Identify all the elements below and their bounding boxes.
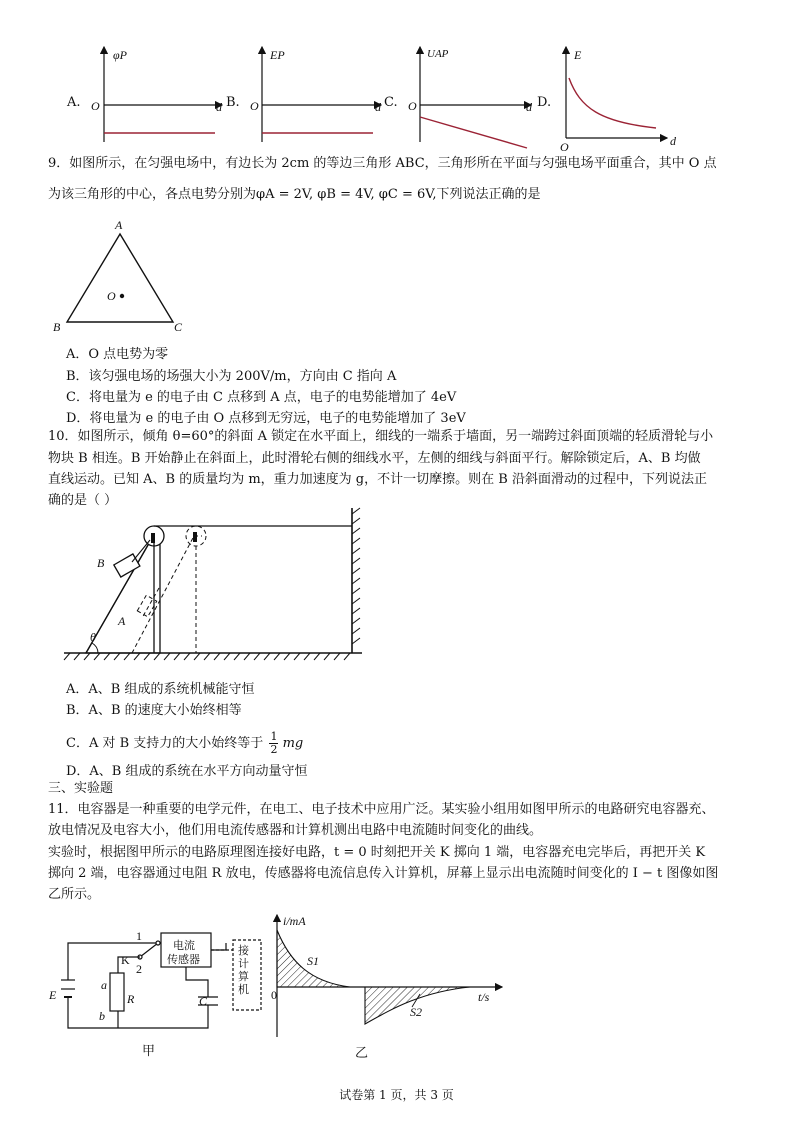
q9-triangle: [67, 234, 173, 322]
q11-line4: 掷向 2 端，电容器通过电阻 R 放电，传感器将电流信息传入计算机，屏幕上显示出电流随时间变化的 I − t 图像如图: [48, 866, 719, 881]
q10-incline-figure: [64, 508, 384, 668]
q10-stem-line3: 直线运动。已知 A、B 的质量均为 m，重力加速度为 g，不计一切摩擦。则在 B 沿斜面滑动的过程中，下列说法正: [48, 472, 707, 487]
circuit-label-1: 1: [136, 929, 142, 943]
computer-char-3: 算: [238, 971, 249, 983]
graph-d-yaxis-label: E: [574, 48, 582, 62]
graph-d-xaxis-label: d: [670, 134, 676, 148]
q9-option-b: B．该匀强电场的场强大小为 200V/m，方向由 C 指向 A: [66, 369, 397, 384]
q9-triangle-figure: [60, 220, 200, 330]
graph-d-curve: [569, 78, 656, 128]
graphs-svg: [0, 0, 793, 150]
circuit-label-a: a: [101, 978, 107, 992]
graph-c-curve: [420, 117, 527, 148]
q10-option-c: C．A 对 B 支持力的大小始终等于: [66, 736, 264, 751]
sensor-label-line2: 传感器: [167, 954, 200, 966]
circuit-label-2: 2: [136, 962, 142, 976]
q10-stem-line2: 物块 B 相连。B 开始静止在斜面上，此时滑轮右侧的细线水平，左侧的细线与斜面平行。解除锁定后，A、B 均做: [48, 451, 701, 466]
circuit-caption: 甲: [142, 1044, 156, 1059]
current-time-graph: [270, 912, 510, 1042]
computer-char-2: 计: [238, 958, 249, 970]
q10-option-c-row: [66, 731, 303, 756]
graph-c: [420, 47, 531, 148]
graph-a-origin: O: [91, 99, 100, 113]
q10-label-a: A: [118, 614, 126, 628]
graph-yaxis-label: i/mA: [283, 914, 306, 928]
incline-displaced: [132, 526, 206, 653]
section-3-heading: 三、实验题: [48, 781, 114, 796]
circuit-label-r: R: [127, 992, 135, 1006]
sensor-label-line1: 电流: [173, 940, 195, 952]
q9-option-c: C．将电量为 e 的电子由 C 点移到 A 点，电子的电势能增加了 4eV: [66, 390, 457, 405]
fraction-numerator: 1: [270, 730, 278, 743]
circuit-label-c: C: [199, 994, 208, 1008]
q9-center-point: [120, 294, 124, 298]
fraction-denominator: 2: [270, 743, 278, 756]
q10-label-theta: θ: [90, 630, 96, 644]
graph-b-origin: O: [250, 99, 259, 113]
graph-a-xaxis-label: d: [216, 100, 222, 114]
circuit-label-b: b: [99, 1009, 105, 1023]
graph-c-origin: O: [408, 99, 417, 113]
circuit-label-k: K: [121, 953, 130, 967]
q10-stem-line4: 确的是（ ）: [48, 493, 118, 508]
graph-c-yaxis-label: UAP: [427, 48, 449, 60]
graph-label-s1: S1: [307, 954, 319, 968]
graph-c-xaxis-label: d: [526, 100, 532, 114]
q10-option-b: B．A、B 的速度大小始终相等: [66, 703, 242, 718]
q9-stem-line2: 为该三角形的中心，各点电势分别为φA = 2V, φB = 4V, φC = 6V,下列说法正确的是: [48, 187, 541, 202]
ground-hatch: [64, 653, 350, 660]
q9-stem-line1: 9．如图所示，在匀强电场中，有边长为 2cm 的等边三角形 ABC，三角形所在平面与匀强电场平面重合，其中 O 点: [48, 156, 717, 171]
graph-xaxis-label: t/s: [478, 990, 490, 1004]
page-footer: 试卷第 1 页，共 3 页: [339, 1088, 454, 1102]
graph-b-option: B.: [226, 95, 240, 110]
q11-line5: 乙所示。: [48, 887, 101, 902]
computer-label: [238, 945, 249, 997]
graph-b-xaxis-label: d: [375, 100, 381, 114]
graph-b-yaxis-label: EP: [270, 48, 285, 62]
q9-label-a: A: [115, 218, 123, 232]
q9-label-c: C: [174, 320, 183, 334]
graph-a-yaxis-label: φP: [113, 48, 127, 62]
graph-d-option: D.: [537, 95, 552, 110]
q10-label-b: B: [97, 556, 105, 570]
q11-line3: 实验时，根据图甲所示的电路原理图连接好电路，t = 0 时刻把开关 K 掷向 1 端，电容器充电完毕后，再把开关 K: [48, 845, 706, 860]
q10-option-d: D．A、B 组成的系统在水平方向动量守恒: [66, 764, 308, 779]
q11-line1: 11．电容器是一种重要的电学元件，在电工、电子技术中应用广泛。某实验小组用如图甲所示的电路研究电容器充、: [48, 802, 715, 817]
graph-d-origin: O: [560, 140, 569, 154]
wall-hatch: [352, 508, 360, 644]
q10-option-c-fraction: [269, 731, 278, 756]
q11-line2: 放电情况及电容大小，他们用电流传感器和计算机测出电路中电流随时间变化的曲线。: [48, 823, 543, 838]
q10-option-a: A．A、B 组成的系统机械能守恒: [66, 682, 255, 697]
fraction-tail: mg: [282, 736, 304, 751]
q9-label-b: B: [53, 320, 61, 334]
graph-c-option: C.: [384, 95, 398, 110]
q9-option-a: A．O 点电势为零: [66, 347, 169, 362]
graph-a-option: A.: [67, 95, 81, 110]
q9-option-d: D．将电量为 e 的电子由 O 点移到无穷远，电子的电势能增加了 3eV: [66, 411, 466, 426]
computer-char-4: 机: [238, 984, 249, 996]
q9-label-o: O: [107, 289, 116, 303]
q10-stem-line1: 10．如图所示，倾角 θ=60°的斜面 A 锁定在水平面上，细线的一端系于墙面，另一端跨过斜面顶端的轻质滑轮与小: [48, 429, 714, 444]
circuit-label-e: E: [49, 988, 57, 1002]
graph-label-s2: S2: [410, 1005, 422, 1019]
graph-origin: 0: [271, 988, 277, 1002]
graph-caption: 乙: [355, 1046, 369, 1061]
computer-char-1: 接: [238, 945, 249, 957]
